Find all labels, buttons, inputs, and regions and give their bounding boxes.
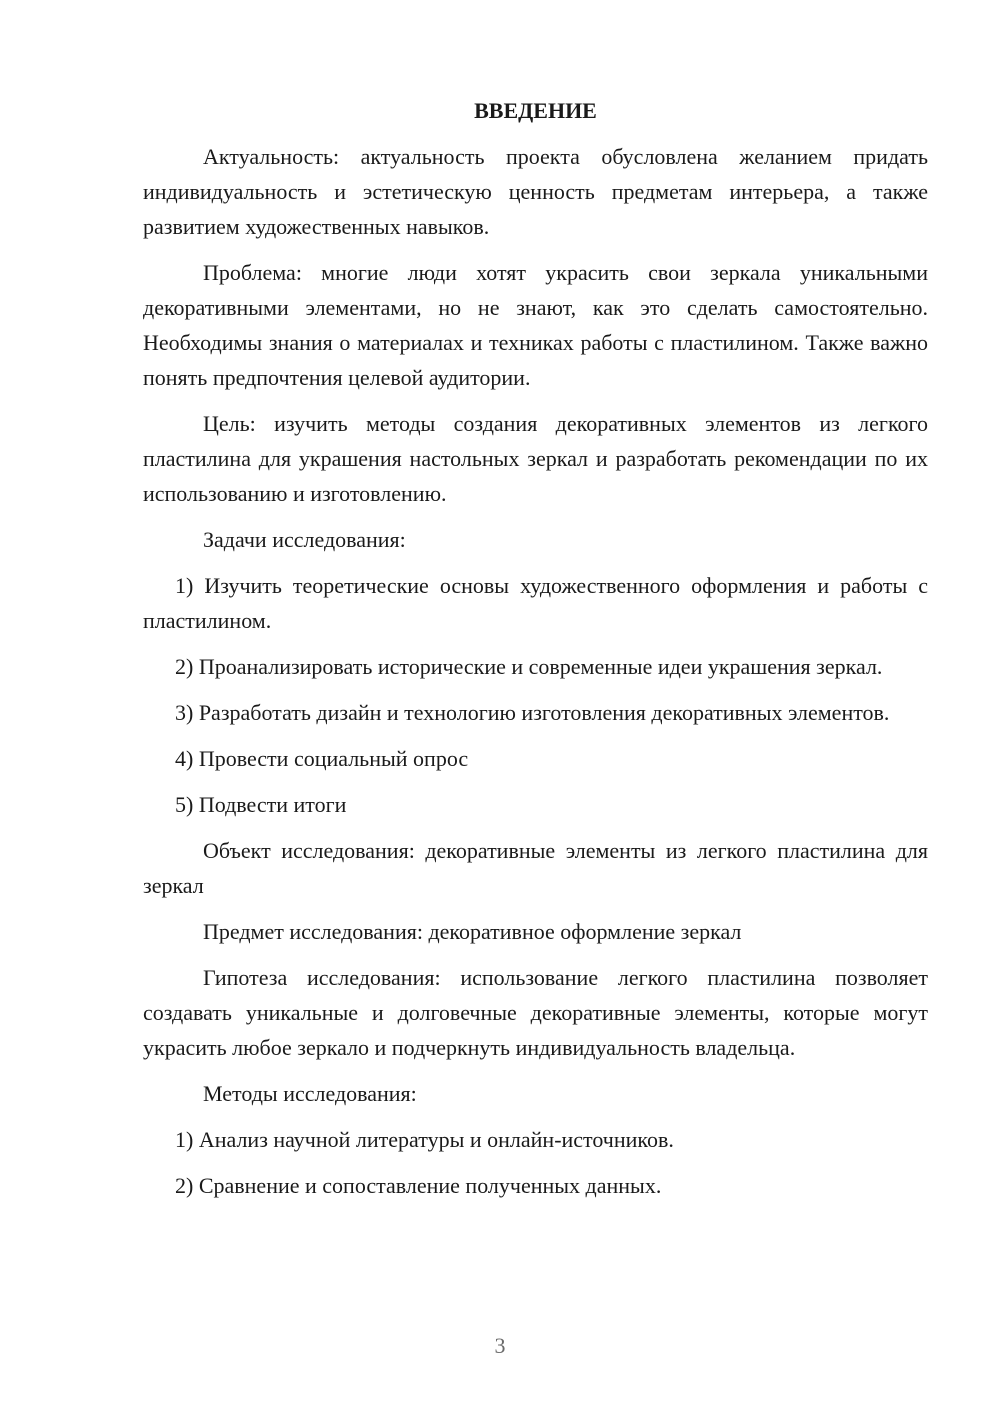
paragraph-object: Объект исследования: декоративные элементы из легкого пластилина для зеркал xyxy=(143,838,928,898)
method-item-2: 2) Сравнение и сопоставление полученных данных. xyxy=(175,1173,662,1198)
page-content xyxy=(143,96,928,1203)
paragraph-goal: Цель: изучить методы создания декоративных элементов из легкого пластилина для украшения настольных зеркал и разработать рекомендации по их использованию и изготовлению. xyxy=(143,411,928,506)
paragraph-problem: Проблема: многие люди хотят украсить свои зеркала уникальными декоративными элементами, но не знают, как это сделать самостоятельно. Необходимы знания о материалах и техниках работы с пластилином. Также важно понять предпочтения целевой аудитории. xyxy=(143,260,928,390)
task-item-4: 4) Провести социальный опрос xyxy=(175,746,469,771)
page-title: ВВЕДЕНИЕ xyxy=(474,98,597,123)
page-number: 3 xyxy=(494,1333,506,1358)
paragraph-methods-heading: Методы исследования: xyxy=(203,1081,417,1106)
paragraph-relevance: Актуальность: актуальность проекта обусловлена желанием придать индивидуальность и эстетическую ценность предметам интерьера, а также развитием художественных навыков. xyxy=(143,144,928,239)
method-item-1: 1) Анализ научной литературы и онлайн-источников. xyxy=(175,1127,674,1152)
paragraph-hypothesis: Гипотеза исследования: использование легкого пластилина позволяет создавать уникальные и долговечные декоративные элементы, которые могут украсить любое зеркало и подчеркнуть индивидуальность владельца. xyxy=(143,965,928,1060)
task-item-3: 3) Разработать дизайн и технологию изготовления декоративных элементов. xyxy=(175,700,890,725)
task-item-2: 2) Проанализировать исторические и современные идеи украшения зеркал. xyxy=(175,654,883,679)
task-item-5: 5) Подвести итоги xyxy=(175,792,347,817)
task-item-1: 1) Изучить теоретические основы художественного оформления и работы с пластилином. xyxy=(143,573,928,633)
paragraph-subject: Предмет исследования: декоративное оформление зеркал xyxy=(203,919,742,944)
paragraph-tasks-heading: Задачи исследования: xyxy=(203,527,406,552)
